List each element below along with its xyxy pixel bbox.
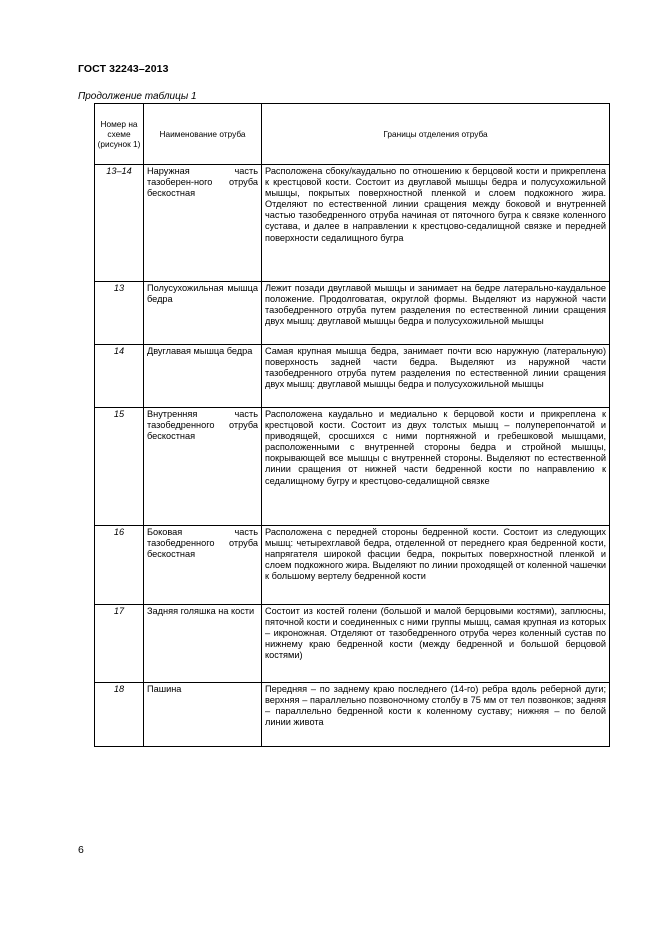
table-row <box>95 605 610 683</box>
row-number: 13–14 <box>95 165 144 282</box>
row-description: Лежит позади двуглавой мышцы и занимает на бедре латерально-каудальное положение. Продолговатая, округлой формы. Выделяют из наружной части тазобедренного отруба путем разделения по естественной линии сращения двух мышц: двуглавой мышцы бедра и полусухожильной мышцы <box>262 282 610 345</box>
header-boundaries: Границы отделения отруба <box>262 104 610 165</box>
row-name: Задняя голяшка на кости <box>144 605 262 683</box>
row-name: Двуглавая мышца бедра <box>144 345 262 408</box>
row-number: 13 <box>95 282 144 345</box>
row-number: 16 <box>95 526 144 605</box>
table-row <box>95 282 610 345</box>
row-number: 18 <box>95 683 144 747</box>
row-name: Наружная часть тазоберен-ного отруба бескостная <box>144 165 262 282</box>
row-description: Расположена сбоку/каудально по отношению к берцовой кости и прикреплена к крестцовой кости. Состоит из двуглавой мышцы бедра и полусухожильной мышцы, покрытых поверхностной пленкой и слоем подкожного жира. Отделяют по естественной линии сращения между боковой и внутренней частью тазобедренного отруба начиная от пяточного бугра к связке коленного сустава, и далее в направлении к крестцово-седалищной связке и передней поверхности седалищного бугра <box>262 165 610 282</box>
table-row <box>95 345 610 408</box>
table-row <box>95 526 610 605</box>
row-description: Расположена каудально и медиально к берцовой кости и прикреплена к крестцовой кости. Состоит из двух толстых мышц – полуперепончатой и приводящей, сросшихся с ними портняжной и гребешковой мышцами, расположенными с внутренней стороны бедра и стройной мышцы, покрывающей все мышцы с внутренней стороны. Выделяют по естественной линии сращения от нижней части бедренной кости по направлению к седалищному бугру и крестцово-седалищной связке <box>262 408 610 526</box>
document-title: ГОСТ 32243–2013 <box>78 63 169 75</box>
cuts-table <box>94 103 610 747</box>
table-continuation-caption: Продолжение таблицы 1 <box>78 91 197 102</box>
row-name: Боковая часть тазобедренного отруба бескостная <box>144 526 262 605</box>
header-name: Наименование отруба <box>144 104 262 165</box>
row-description: Расположена с передней стороны бедренной кости. Состоит из следующих мышц: четырехглавой бедра, отделенной от переднего края бедренной кости, напрягателя широкой фасции бедра, покрытых поверхностной пленкой и слоем подкожного жира. Выделяют по линии проходящей от коленной чашечки к большому вертелу бедренной кости <box>262 526 610 605</box>
page-number: 6 <box>78 844 84 856</box>
table-row <box>95 683 610 747</box>
row-number: 15 <box>95 408 144 526</box>
header-number: Номер на схеме (рисунок 1) <box>95 104 144 165</box>
table-header-row <box>95 104 610 165</box>
row-name: Полусухожильная мышца бедра <box>144 282 262 345</box>
row-name: Пашина <box>144 683 262 747</box>
row-description: Самая крупная мышца бедра, занимает почти всю наружную (латеральную) поверхность задней части бедра. Выделяют из наружной части тазобедренного отруба путем разделения по естественной линии сращения двух мышц: двуглавой мышцы бедра и полусухожильной мышцы <box>262 345 610 408</box>
table-row <box>95 165 610 282</box>
row-name: Внутренняя часть тазобедренного отруба бескостная <box>144 408 262 526</box>
table-row <box>95 408 610 526</box>
row-description: Состоит из костей голени (большой и малой берцовыми костями), заплюсны, пяточной кости и соединенных с ними группы мышц, самая крупная из которых – икроножная. Отделяют от тазобедренного отруба через коленный сустав по нижнему краю бедренной кости (между бедренной и большой берцовой костями) <box>262 605 610 683</box>
row-number: 14 <box>95 345 144 408</box>
row-description: Передняя – по заднему краю последнего (14-го) ребра вдоль реберной дуги; верхняя – параллельно позвоночному столбу в 75 мм от тел позвонков; задняя – параллельно бедренной кости к коленному суставу; нижняя – по белой линии живота <box>262 683 610 747</box>
row-number: 17 <box>95 605 144 683</box>
